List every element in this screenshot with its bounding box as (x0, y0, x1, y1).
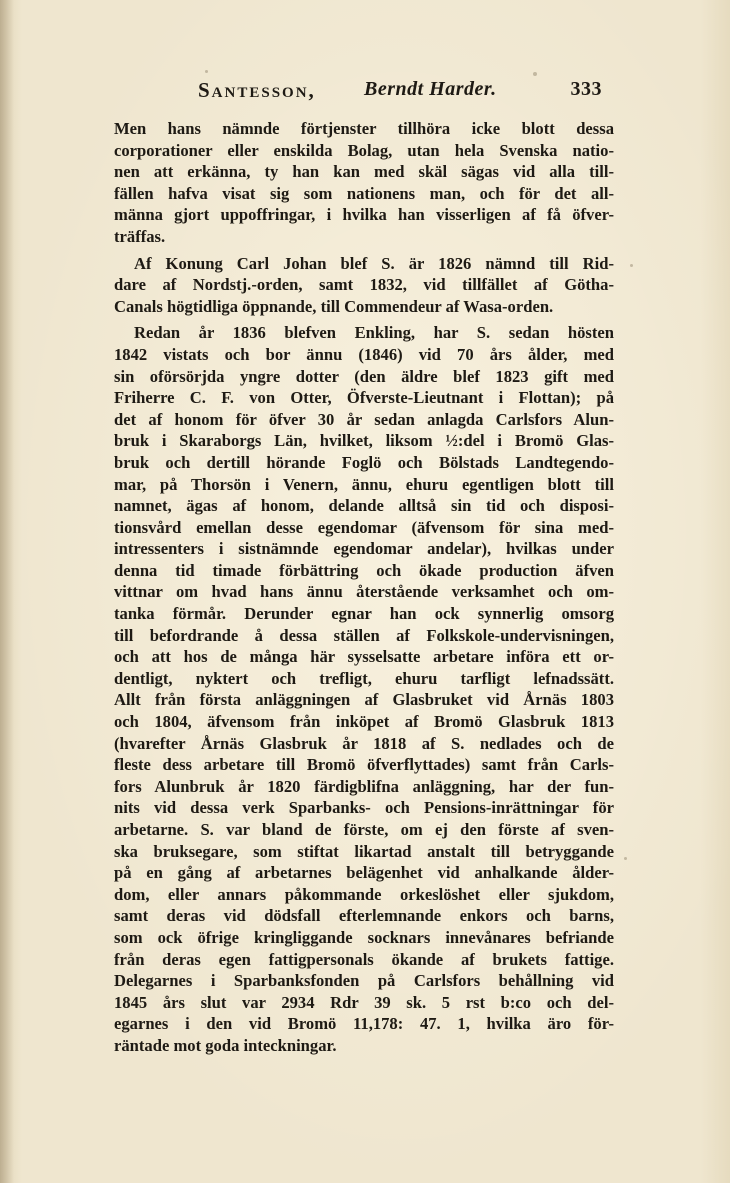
text-line: mar, på Thorsön i Venern, ännu, ehuru egentligen blott till (114, 474, 614, 494)
text-line: tanka förmår. Derunder egnar han ock synnerlig omsorg (114, 604, 614, 624)
text-line: räntade mot goda inteckningar. (114, 1035, 337, 1055)
text-line: bruk och dertill hörande Foglö och Bölstads Landtegendo- (114, 452, 614, 472)
text-line: (hvarefter Årnäs Glasbruk år 1818 af S. nedlades och de (114, 733, 614, 753)
text-line: arbetarne. S. var bland de förste, om ej den förste af sven- (114, 820, 614, 839)
text-line: Delegarnes i Sparbanksfonden på Carlsfors behållning vid (114, 971, 614, 991)
foxing-spot (205, 70, 208, 73)
text-line: sin oförsörjda yngre dotter (den äldre blef 1823 gift med (114, 366, 614, 386)
text-line: nits vid dessa verk Sparbanks- och Pensions-inrättningar för (114, 798, 614, 818)
text-line: Men hans nämnde förtjenster tillhöra icke blott dessa (114, 119, 614, 138)
text-line: fällen hafva visat sig som nationens man, och för det all- (114, 183, 614, 203)
text-line: som ock öfrige kringliggande socknars innevånares befriande (114, 927, 614, 947)
foxing-spot (630, 264, 633, 267)
text-line: namnet, ägas af honom, delande alltså sin tid och disposi- (114, 496, 614, 516)
text-line: fors Alunbruk år 1820 färdigblifna anläggning, har der fun- (114, 776, 614, 796)
text-line: det af honom för öfver 30 år sedan anlagda Carlsfors Alun- (114, 409, 614, 429)
text-line: intressenters i sistnämnde egendomar andelar), hvilkas under (114, 539, 614, 559)
text-line: ska bruksegare, som stiftat likartad anstalt till betryggande (114, 841, 614, 861)
text-line: Friherre C. F. von Otter, Öfverste-Lieutnant i Flottan); på (114, 388, 614, 408)
paragraph (114, 118, 614, 248)
text-line: denna tid timade förbättring och ökade production äfven (114, 560, 614, 580)
paragraph (114, 322, 614, 1056)
header-author-given: Berndt Harder. (364, 78, 497, 100)
page-number: 333 (570, 78, 602, 100)
text-line: bruk i Skaraborgs Län, hvilket, liksom ½:del i Bromö Glas- (114, 431, 614, 451)
text-line: på en gång af arbetarnes belägenhet vid anhalkande ålder- (114, 863, 614, 883)
text-line: 1845 års slut var 2934 Rdr 39 sk. 5 rst b:co och del- (114, 992, 614, 1012)
text-line: egarnes i den vid Bromö 11,178: 47. 1, hvilka äro för- (114, 1014, 614, 1034)
text-line: Canals högtidliga öppnande, till Commendeur af Wasa-orden. (114, 296, 554, 316)
text-line: 1842 vistats och bor ännu (1846) vid 70 års ålder, med (114, 344, 614, 364)
text-line: vittnar om hvad hans ännu återstående verksamhet och om- (114, 582, 614, 602)
text-line: nen att erkänna, ty han kan med skäl sägas vid alla till- (114, 162, 614, 182)
header-author-surname: Santesson, (198, 78, 316, 102)
text-line: männa gjort uppoffringar, i hvilka han visserligen af få öfver- (114, 205, 614, 225)
text-line: till befordrande å dessa ställen af Folkskole-undervisningen, (114, 625, 614, 645)
running-header (198, 78, 602, 106)
foxing-spot (624, 857, 627, 860)
text-line: tionsvård emellan desse egendomar (äfvensom för sina med- (114, 517, 614, 537)
text-line: Af Konung Carl Johan blef S. är 1826 nämnd till Rid- (134, 253, 614, 273)
foxing-spot (533, 72, 537, 76)
text-line: träffas. (114, 226, 166, 246)
text-line: dentligt, nyktert och trefligt, ehuru tarfligt lefnadssätt. (114, 668, 614, 688)
body-text (114, 118, 614, 1062)
text-line: fleste dess arbetare till Bromö öfverflyttades) samt från Carls- (114, 755, 614, 775)
text-line: från deras egen fattigpersonals ökande af brukets fattige. (114, 949, 614, 969)
text-line: Allt från första anläggningen af Glasbruket vid Årnäs 1803 (114, 690, 614, 710)
text-line: dare af Nordstj.-orden, samt 1832, vid tillfället af Götha- (114, 275, 614, 295)
text-line: och 1804, äfvensom från inköpet af Bromö Glasbruk 1813 (114, 712, 614, 732)
paragraph (114, 253, 614, 318)
text-line: samt deras vid dödsfall efterlemnande enkors och barns, (114, 906, 614, 926)
text-line: corporationer eller enskilda Bolag, utan hela Svenska natio- (114, 140, 614, 160)
text-line: och att hos de många här sysselsatte arbetare införa ett or- (114, 647, 614, 667)
text-line: Redan år 1836 blefven Enkling, har S. sedan hösten (134, 323, 614, 343)
binding-shadow (0, 0, 14, 1183)
text-line: dom, eller annars påkommande orkeslöshet eller sjukdom, (114, 884, 614, 904)
